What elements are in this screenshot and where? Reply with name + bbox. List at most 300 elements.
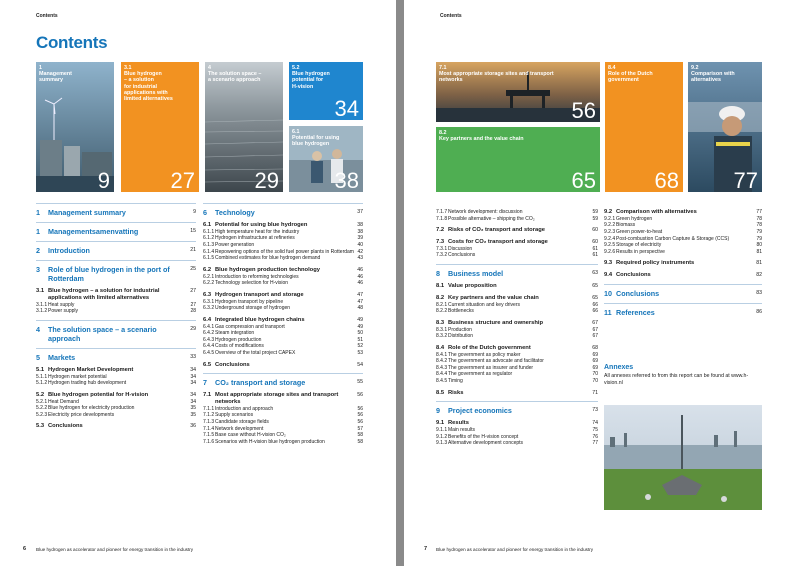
toc-number: 8.2.2 xyxy=(436,308,448,315)
toc-number: 9.2.5 xyxy=(604,242,616,249)
toc-section-entry[interactable] xyxy=(436,390,598,397)
toc-section-entry[interactable] xyxy=(203,292,363,299)
toc-title: Timing xyxy=(448,377,463,384)
toc-section-entry[interactable] xyxy=(436,227,598,234)
toc-number: 7.2 xyxy=(436,227,445,234)
toc-title: Bottlenecks xyxy=(448,308,474,315)
toc-subsection-entry[interactable] xyxy=(203,274,363,281)
toc-subsection-entry[interactable] xyxy=(203,432,363,439)
toc-section-entry[interactable] xyxy=(604,260,762,267)
toc-title: Technology xyxy=(215,208,255,217)
toc-number: 3.1 xyxy=(36,288,45,294)
toc-page: 34 xyxy=(190,380,196,387)
toc-page: 69 xyxy=(592,351,598,358)
toc-title: Network development: discussion xyxy=(448,209,523,215)
toc-page: 33 xyxy=(190,353,196,360)
toc-subsection-entry[interactable] xyxy=(36,380,196,387)
toc-number: 1 xyxy=(36,208,40,217)
toc-page: 38 xyxy=(357,222,363,228)
toc-page: 52 xyxy=(357,343,363,350)
toc-section-entry[interactable] xyxy=(604,209,762,216)
toc-title: Key partners and the value chain xyxy=(448,294,539,301)
tile-page-number: 29 xyxy=(254,168,279,192)
toc-number: 7.1.3 xyxy=(203,419,215,426)
toc-page: 46 xyxy=(357,266,363,273)
toc-chapter-entry[interactable] xyxy=(203,373,363,387)
toc-page: 86 xyxy=(756,308,762,315)
toc-number: 6.5 xyxy=(203,361,212,368)
toc-page: 58 xyxy=(357,438,363,445)
toc-page: 54 xyxy=(357,361,363,368)
toc-title: Combined estimates for blue hydrogen demand xyxy=(215,255,321,262)
toc-section-entry[interactable] xyxy=(203,222,363,229)
toc-chapter-entry[interactable] xyxy=(36,320,196,343)
toc-title: Risks of CO₂ transport and storage xyxy=(448,227,545,234)
toc-title: Role of the Dutch government xyxy=(448,344,531,351)
toc-title: Heat Demand xyxy=(48,398,79,405)
toc-subsection-entry[interactable] xyxy=(436,358,598,365)
toc-page: 39 xyxy=(357,235,363,242)
toc-page: 46 xyxy=(357,273,363,280)
toc-subsection-entry[interactable] xyxy=(436,352,598,359)
toc-page: 61 xyxy=(592,245,598,252)
toc-title: Alternative development concepts xyxy=(448,440,524,447)
toc-title: Costs for CO₂ transport and storage xyxy=(448,238,548,245)
tile-blue-hydrogen-potential[interactable] xyxy=(289,62,363,120)
toc-chapter-entry[interactable] xyxy=(36,348,196,362)
toc-chapter-entry[interactable] xyxy=(604,284,762,298)
toc-title: Supply scenarios xyxy=(215,412,254,419)
tile-key-partners[interactable] xyxy=(436,127,600,192)
toc-title: Base case without H-vision CO₂ xyxy=(215,432,286,439)
toc-page: 49 xyxy=(357,316,363,323)
toc-subsection-entry[interactable] xyxy=(436,216,598,223)
toc-page: 67 xyxy=(592,319,598,326)
toc-title: The government as regulator xyxy=(448,371,513,378)
tile-page-number: 68 xyxy=(654,168,679,192)
tile-blue-hydrogen-solution[interactable] xyxy=(121,62,199,192)
toc-number: 6.1.2 xyxy=(203,235,215,242)
toc-subsection-entry[interactable] xyxy=(36,412,196,419)
toc-number: 9.2.3 xyxy=(604,228,616,235)
toc-page: 60 xyxy=(592,227,598,234)
tile-potential-blue-hydrogen[interactable] xyxy=(289,126,363,192)
toc-title: Benefits of the H-vision concept xyxy=(448,433,519,440)
toc-section-entry[interactable] xyxy=(203,392,363,406)
toc-column-right-2 xyxy=(604,209,762,317)
toc-subsection-entry[interactable] xyxy=(436,246,598,253)
toc-number: 7.1.2 xyxy=(203,412,215,419)
toc-page: 49 xyxy=(357,323,363,330)
toc-title: Underground storage of hydrogen xyxy=(215,305,291,312)
toc-page: 37 xyxy=(357,209,363,215)
toc-number: 9.2.2 xyxy=(604,222,616,229)
toc-page: 55 xyxy=(357,379,363,386)
toc-number: 8.4.1 xyxy=(436,351,448,358)
toc-title: Post-combustion Carbon Capture & Storage (CCS) xyxy=(616,235,730,242)
toc-page: 34 xyxy=(190,373,196,380)
toc-page: 34 xyxy=(190,366,196,373)
toc-page: 70 xyxy=(592,371,598,378)
toc-title: Results in perspective xyxy=(616,248,665,255)
toc-subsection-entry[interactable] xyxy=(203,235,363,242)
toc-title: Possible alternative – shipping the CO₂ xyxy=(448,215,535,222)
toc-page: 53 xyxy=(357,349,363,356)
toc-number: 6.4.2 xyxy=(203,330,215,337)
toc-page: 58 xyxy=(357,432,363,439)
toc-number: 5.2 xyxy=(36,391,45,398)
toc-title: Candidate storage fields xyxy=(215,419,269,426)
toc-page: 69 xyxy=(592,364,598,371)
toc-number: 9.1 xyxy=(436,420,445,427)
tile-management-summary[interactable] xyxy=(36,62,114,192)
toc-section-entry[interactable] xyxy=(36,288,196,302)
toc-page: 75 xyxy=(592,427,598,434)
toc-page: 46 xyxy=(357,280,363,287)
toc-number: 1 xyxy=(36,227,40,236)
toc-page: 67 xyxy=(592,326,598,333)
toc-page: 66 xyxy=(592,308,598,315)
toc-subsection-entry[interactable] xyxy=(203,249,363,256)
toc-number: 6.4.1 xyxy=(203,323,215,330)
toc-subsection-entry[interactable] xyxy=(604,222,762,229)
tile-page-number: 56 xyxy=(571,98,596,122)
toc-page: 40 xyxy=(357,241,363,248)
toc-section-entry[interactable] xyxy=(436,320,598,327)
toc-page: 74 xyxy=(592,420,598,427)
toc-number: 7.1.1 xyxy=(203,405,215,412)
toc-title: Green power-to-heat xyxy=(616,228,663,235)
toc-number: 9 xyxy=(436,406,440,416)
toc-chapter-entry[interactable] xyxy=(36,260,196,283)
toc-section-entry[interactable] xyxy=(36,392,196,399)
footer-title: Blue hydrogen as accelerator and pioneer for energy transition in the industry xyxy=(436,547,594,552)
toc-chapter-entry[interactable] xyxy=(36,241,196,255)
toc-title: Power supply xyxy=(48,308,79,315)
toc-number: 8.4.3 xyxy=(436,364,448,371)
toc-page: 21 xyxy=(190,247,196,253)
toc-title: Conclusions xyxy=(616,288,660,298)
toc-number: 6.3 xyxy=(203,291,212,298)
toc-page: 79 xyxy=(756,235,762,242)
toc-number: 8.3 xyxy=(436,319,445,326)
tile-page-number: 34 xyxy=(334,96,359,120)
annexes-heading: Annexes xyxy=(604,364,634,371)
toc-column-left-1 xyxy=(36,203,196,430)
toc-page: 51 xyxy=(357,336,363,343)
tile-label: 4 The solution space – a scenario approach xyxy=(208,65,262,84)
toc-subsection-entry[interactable] xyxy=(436,365,598,372)
toc-title: Introduction and approach xyxy=(215,405,274,412)
toc-page: 67 xyxy=(592,333,598,340)
toc-subsection-entry[interactable] xyxy=(436,333,598,340)
toc-number: 8.4 xyxy=(436,344,445,351)
toc-number: 9.3 xyxy=(604,260,613,267)
toc-section-entry[interactable] xyxy=(604,272,762,279)
toc-title: Blue hydrogen potential for H-vision xyxy=(48,391,149,398)
toc-title: The government as insurer and funder xyxy=(448,364,534,371)
toc-number: 9.2.1 xyxy=(604,215,616,222)
toc-page: 27 xyxy=(190,301,196,308)
toc-subsection-entry[interactable] xyxy=(436,371,598,378)
toc-page: 78 xyxy=(756,222,762,229)
toc-subsection-entry[interactable] xyxy=(203,330,363,337)
toc-number: 6.4.4 xyxy=(203,343,215,350)
toc-section-entry[interactable] xyxy=(203,362,363,369)
toc-title: Managementsamenvatting xyxy=(48,227,139,236)
toc-subsection-entry[interactable] xyxy=(436,427,598,434)
toc-subsection-entry[interactable] xyxy=(604,249,762,256)
toc-title: Conclusions xyxy=(215,361,250,368)
tile-comparison-alternatives[interactable] xyxy=(688,62,762,192)
tile-dutch-government[interactable] xyxy=(605,62,683,192)
toc-title: Production xyxy=(448,326,472,333)
toc-title: The government as advocate and facilitator xyxy=(448,358,544,365)
toc-section-entry[interactable] xyxy=(36,423,196,430)
toc-number: 8.4.4 xyxy=(436,371,448,378)
tile-label: 7.1 Most appropriate storage sites and transport networks xyxy=(439,65,554,84)
toc-subsection-entry[interactable] xyxy=(604,216,762,223)
toc-page: 34 xyxy=(190,398,196,405)
toc-subsection-entry[interactable] xyxy=(36,399,196,406)
toc-title: Business structure and ownership xyxy=(448,319,544,326)
toc-subsection-entry[interactable] xyxy=(203,343,363,350)
tile-solution-space[interactable] xyxy=(205,62,283,192)
toc-subsection-entry[interactable] xyxy=(36,405,196,412)
toc-subsection-entry[interactable] xyxy=(203,426,363,433)
toc-section-entry[interactable] xyxy=(436,345,598,352)
toc-column-right-1 xyxy=(436,209,598,447)
toc-number: 6.1.3 xyxy=(203,241,215,248)
toc-subsection-entry[interactable] xyxy=(36,308,196,315)
toc-page: 47 xyxy=(357,298,363,305)
toc-title: Network development xyxy=(215,425,264,432)
toc-title: Storage of electricity xyxy=(616,242,662,249)
toc-title: Introduction xyxy=(48,246,90,255)
toc-title: Integrated blue hydrogen chains xyxy=(215,316,305,323)
toc-page: 71 xyxy=(592,389,598,396)
toc-chapter-entry[interactable] xyxy=(36,222,196,236)
toc-title: Role of blue hydrogen in the port of Rotterdam xyxy=(48,265,170,283)
toc-number: 6.2.1 xyxy=(203,273,215,280)
toc-title: Hydrogen Market Development xyxy=(48,366,134,373)
toc-subsection-entry[interactable] xyxy=(203,255,363,262)
toc-page: 68 xyxy=(592,344,598,351)
tile-label: 1 Management summary xyxy=(39,65,72,84)
toc-title: Steam integration xyxy=(215,330,255,337)
toc-section-entry[interactable] xyxy=(36,367,196,374)
toc-number: 9.1.2 xyxy=(436,433,448,440)
toc-number: 6.3.1 xyxy=(203,298,215,305)
toc-page: 70 xyxy=(592,377,598,384)
toc-title: Risks xyxy=(448,389,464,396)
toc-subsection-entry[interactable] xyxy=(436,327,598,334)
toc-title: Project economics xyxy=(448,406,512,416)
toc-number: 5.3 xyxy=(36,423,45,430)
tile-page-number: 27 xyxy=(170,168,195,192)
toc-page: 65 xyxy=(592,294,598,301)
toc-title: Current situation and key drivers xyxy=(448,301,520,308)
toc-subsection-entry[interactable] xyxy=(203,337,363,344)
toc-number: 7.1.5 xyxy=(203,432,215,439)
toc-number: 3.1.1 xyxy=(36,301,48,308)
toc-title: Biomass xyxy=(616,222,636,229)
toc-number: 9.2.6 xyxy=(604,248,616,255)
toc-number: 8.1 xyxy=(436,282,445,289)
tile-label: 5.2 Blue hydrogen potential for H-vision xyxy=(292,65,330,90)
toc-number: 11 xyxy=(604,307,612,317)
toc-subsection-entry[interactable] xyxy=(436,440,598,447)
toc-subsection-entry[interactable] xyxy=(604,236,762,243)
toc-title: Overview of the total project CAPEX xyxy=(215,349,296,356)
toc-number: 9.1.1 xyxy=(436,427,448,434)
toc-chapter-entry[interactable] xyxy=(604,303,762,317)
toc-number: 8.4.5 xyxy=(436,377,448,384)
toc-title: Hydrogen market potential xyxy=(48,373,107,380)
toc-page: 77 xyxy=(756,209,762,215)
toc-page: 79 xyxy=(756,228,762,235)
toc-subsection-entry[interactable] xyxy=(203,350,363,357)
toc-number: 4 xyxy=(36,324,40,334)
toc-subsection-entry[interactable] xyxy=(436,378,598,385)
toc-page: 56 xyxy=(357,419,363,426)
toc-page: 77 xyxy=(592,440,598,447)
toc-page: 38 xyxy=(357,228,363,235)
toc-subsection-entry[interactable] xyxy=(203,419,363,426)
toc-page: 48 xyxy=(357,305,363,312)
toc-title: Value proposition xyxy=(448,282,497,289)
toc-number: 9.2.4 xyxy=(604,235,616,242)
toc-page: 57 xyxy=(357,425,363,432)
toc-number: 6.2 xyxy=(203,266,212,273)
tile-label: 3.1 Blue hydrogen – a solution for industrial applications with limited alternatives xyxy=(124,65,173,103)
toc-subsection-entry[interactable] xyxy=(203,229,363,236)
toc-page: 47 xyxy=(357,291,363,298)
toc-page: 56 xyxy=(357,412,363,419)
toc-subsection-entry[interactable] xyxy=(604,242,762,249)
toc-title: Potential for using blue hydrogen xyxy=(215,222,308,228)
toc-section-entry[interactable] xyxy=(203,267,363,274)
toc-page: 65 xyxy=(592,282,598,289)
annexes-text: All annexes referred to from this report can be found at www.h-vision.nl xyxy=(604,373,749,386)
toc-title: Blue hydrogen production technology xyxy=(215,266,320,273)
tile-storage-sites[interactable] xyxy=(436,62,600,122)
toc-title: Blue hydrogen for electricity production xyxy=(48,405,135,412)
right-page xyxy=(404,0,800,566)
toc-title: Hydrogen transport and storage xyxy=(215,291,304,298)
toc-title: Costs of modifications xyxy=(215,343,264,350)
toc-number: 9.2 xyxy=(604,209,613,215)
toc-number: 8.4.2 xyxy=(436,358,448,365)
toc-title: Conclusions xyxy=(48,423,83,430)
toc-section-entry[interactable] xyxy=(436,283,598,290)
toc-chapter-entry[interactable] xyxy=(203,203,363,217)
toc-title: Markets xyxy=(48,352,76,362)
toc-number: 6.1.1 xyxy=(203,228,215,235)
toc-subsection-entry[interactable] xyxy=(203,299,363,306)
toc-subsection-entry[interactable] xyxy=(36,302,196,309)
toc-subsection-entry[interactable] xyxy=(203,439,363,446)
toc-page: 60 xyxy=(592,238,598,245)
toc-title: Results xyxy=(448,420,469,427)
toc-number: 6 xyxy=(203,208,207,217)
toc-chapter-entry[interactable] xyxy=(436,401,598,415)
toc-subsection-entry[interactable] xyxy=(203,242,363,249)
toc-page: 43 xyxy=(357,255,363,262)
toc-subsection-entry[interactable] xyxy=(436,209,598,216)
toc-number: 7.1.8 xyxy=(436,215,448,222)
toc-number: 5.1.1 xyxy=(36,373,48,380)
toc-title: CO₂ transport and storage xyxy=(215,378,306,388)
toc-number: 8 xyxy=(436,268,440,278)
toc-page: 76 xyxy=(592,433,598,440)
toc-subsection-entry[interactable] xyxy=(436,252,598,259)
toc-subsection-entry[interactable] xyxy=(203,324,363,331)
toc-title: The government as policy maker xyxy=(448,351,521,358)
toc-page: 83 xyxy=(756,289,762,296)
toc-section-entry[interactable] xyxy=(203,317,363,324)
toc-number: 7.1.6 xyxy=(203,438,215,445)
toc-page: 15 xyxy=(190,228,196,234)
toc-page: 59 xyxy=(592,215,598,222)
toc-title: High temperature heat for the industry xyxy=(215,228,300,235)
riverside-sculpture-image xyxy=(604,405,762,510)
toc-subsection-entry[interactable] xyxy=(203,412,363,419)
toc-chapter-entry[interactable] xyxy=(436,264,598,278)
tile-page-number: 77 xyxy=(733,168,758,192)
toc-subsection-entry[interactable] xyxy=(203,305,363,312)
toc-page: 81 xyxy=(756,248,762,255)
toc-section-entry[interactable] xyxy=(436,420,598,427)
toc-title: Electricity price developments xyxy=(48,411,115,418)
page-number: 6 xyxy=(23,546,27,552)
toc-subsection-entry[interactable] xyxy=(203,280,363,287)
toc-number: 8.3.2 xyxy=(436,333,448,340)
toc-page: 29 xyxy=(190,325,196,332)
toc-section-entry[interactable] xyxy=(436,239,598,246)
tile-label: 8.4 Role of the Dutch government xyxy=(608,65,653,84)
toc-page: 50 xyxy=(357,330,363,337)
toc-title: The solution space – a scenario approach xyxy=(48,324,157,343)
running-head: Contents xyxy=(36,13,58,19)
toc-number: 8.5 xyxy=(436,389,445,396)
toc-number: 5 xyxy=(36,352,40,362)
toc-page: 66 xyxy=(592,301,598,308)
toc-title: Conclusions xyxy=(448,252,476,259)
toc-subsection-entry[interactable] xyxy=(436,308,598,315)
toc-title: Repowering options of the solid fuel power plants in Rotterdam xyxy=(215,248,354,255)
toc-title: Most appropriate storage sites and transport networks xyxy=(215,392,339,406)
toc-number: 5.1.2 xyxy=(36,380,48,387)
toc-number: 3 xyxy=(36,265,40,274)
toc-subsection-entry[interactable] xyxy=(203,406,363,413)
toc-title: Business model xyxy=(448,268,504,278)
tile-page-number: 38 xyxy=(334,168,359,192)
toc-subsection-entry[interactable] xyxy=(36,374,196,381)
tile-page-number: 65 xyxy=(571,168,596,192)
toc-number: 7.1 xyxy=(203,392,212,399)
toc-subsection-entry[interactable] xyxy=(604,229,762,236)
toc-subsection-entry[interactable] xyxy=(436,302,598,309)
toc-section-entry[interactable] xyxy=(436,295,598,302)
toc-title: Management summary xyxy=(48,208,126,217)
toc-title: Discussion xyxy=(448,245,473,252)
toc-page: 36 xyxy=(190,423,196,430)
toc-subsection-entry[interactable] xyxy=(436,434,598,441)
toc-page: 73 xyxy=(592,407,598,414)
toc-title: Heat supply xyxy=(48,301,75,308)
toc-chapter-entry[interactable] xyxy=(36,203,196,217)
